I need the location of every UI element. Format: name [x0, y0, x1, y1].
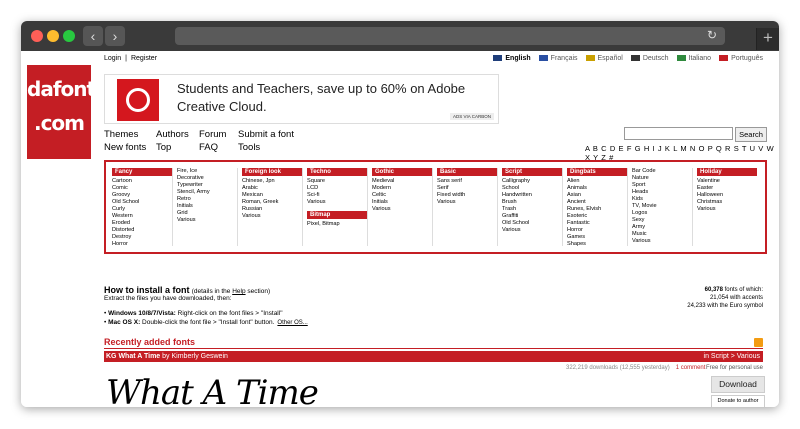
category-item[interactable]: Curly — [112, 206, 126, 212]
category-item[interactable]: Celtic — [372, 192, 386, 198]
category-item[interactable]: Various — [502, 227, 521, 233]
category-item[interactable]: Stencil, Army — [177, 189, 210, 195]
maximize-window-button[interactable] — [63, 30, 75, 42]
address-bar[interactable] — [175, 27, 725, 45]
close-window-button[interactable] — [31, 30, 43, 42]
nav-new-fonts[interactable]: New fonts — [104, 142, 147, 153]
lang-german[interactable] — [631, 55, 669, 62]
category-item[interactable]: Christmas — [697, 199, 723, 205]
spain-flag-icon — [586, 55, 595, 61]
ads-via-carbon-label[interactable]: ADS VIA CARBON — [450, 113, 494, 120]
new-tab-button[interactable]: + — [756, 28, 779, 50]
category-item[interactable]: TV, Movie — [632, 203, 657, 209]
forward-button[interactable]: › — [105, 26, 125, 46]
login-link[interactable]: Login — [104, 55, 122, 62]
logo-line1: dafont — [27, 77, 96, 101]
category-item[interactable]: Initials — [177, 203, 193, 209]
install-subtitle-post: section) — [245, 288, 271, 295]
nav-authors[interactable]: Authors — [156, 129, 189, 140]
category-header[interactable]: Bitmap — [307, 211, 367, 219]
category-item[interactable]: Fixed width — [437, 192, 466, 198]
category-item[interactable]: Arabic — [242, 185, 258, 191]
rss-icon[interactable] — [754, 338, 763, 347]
category-header[interactable]: Techno — [307, 168, 367, 176]
category-item[interactable]: Nature — [632, 175, 649, 181]
category-item[interactable]: Cartoon — [112, 178, 132, 184]
install-subtitle-pre: (details in the — [191, 288, 233, 295]
recent-fonts-title[interactable]: Recently added fonts — [104, 337, 196, 347]
column-divider — [627, 168, 628, 246]
category-item[interactable]: Various — [437, 199, 456, 205]
back-button[interactable]: ‹ — [83, 26, 103, 46]
category-item[interactable]: Army — [632, 224, 646, 230]
category-item[interactable]: Various — [177, 217, 196, 223]
category-item[interactable]: School — [502, 185, 520, 191]
search-button[interactable]: Search — [735, 127, 767, 142]
stats-euro: 24,233 with the Euro symbol — [687, 303, 763, 309]
category-item[interactable]: Various — [242, 213, 261, 219]
install-section — [104, 285, 270, 302]
category-item[interactable]: Various — [632, 238, 651, 244]
nav-tools[interactable]: Tools — [238, 142, 261, 153]
category-item[interactable]: Easter — [697, 185, 714, 191]
download-count-text: 322,219 downloads (12,555 yesterday) — [566, 365, 670, 371]
category-item[interactable]: Logos — [632, 210, 648, 216]
minimize-window-button[interactable] — [47, 30, 59, 42]
category-item[interactable]: Decorative — [177, 175, 204, 181]
stats-total — [687, 286, 763, 294]
alphabet-index[interactable]: A B C D E F G H I J K L M N O P Q R S T U V W X Y Z # — [585, 144, 775, 162]
install-instructions — [104, 309, 308, 328]
category-item[interactable]: Bar Code — [632, 168, 656, 174]
category-item[interactable]: Handwritten — [502, 192, 532, 198]
germany-flag-icon — [631, 55, 640, 61]
category-header[interactable]: Script — [502, 168, 562, 176]
category-item[interactable]: Various — [697, 206, 716, 212]
category-item[interactable]: Valentine — [697, 178, 720, 184]
category-item[interactable]: Old School — [502, 220, 530, 226]
category-item[interactable]: Comic — [112, 185, 128, 191]
category-grid — [104, 160, 767, 254]
lang-portuguese[interactable] — [719, 55, 763, 62]
stats-total-count: 60,378 — [704, 287, 723, 293]
license-text: Free for personal use — [705, 365, 763, 371]
adobe-creative-cloud-icon — [117, 79, 159, 121]
lang-label: Español — [597, 55, 623, 62]
column-divider — [237, 168, 238, 246]
ad-text: Students and Teachers, save up to 60% on Adobe Creative Cloud. — [177, 81, 466, 114]
category-item[interactable]: Shapes — [567, 241, 586, 247]
category-script — [502, 168, 564, 234]
category-item[interactable]: Retro — [177, 196, 191, 202]
lang-italian[interactable] — [677, 55, 712, 62]
category-item[interactable]: Graffiti — [502, 213, 519, 219]
column-divider — [302, 168, 303, 246]
windows-label: Windows 10/8/7/Vista: — [108, 310, 176, 317]
category-item[interactable]: Animals — [567, 185, 587, 191]
nav-faq[interactable]: FAQ — [199, 142, 219, 153]
category-foreign-look — [242, 168, 304, 220]
portugal-flag-icon — [719, 55, 728, 61]
category-item[interactable]: Brush — [502, 199, 517, 205]
category-item[interactable]: Various — [372, 206, 391, 212]
browser-window — [21, 21, 779, 407]
windows-instruction: • Windows 10/8/7/Vista: Right-click on the font files > "Install" — [104, 310, 283, 317]
carbon-ad[interactable] — [104, 74, 499, 124]
category-item[interactable]: Horror — [567, 227, 583, 233]
font-header-bar — [104, 351, 763, 362]
search-input[interactable] — [624, 127, 733, 140]
font-preview[interactable]: What A Time — [106, 373, 318, 407]
category-item[interactable]: Alien — [567, 178, 580, 184]
category-header[interactable]: Basic — [437, 168, 497, 176]
column-divider — [692, 168, 693, 246]
font-download-count — [566, 365, 705, 371]
category-header[interactable]: Holiday — [697, 168, 757, 176]
category-item[interactable]: Destroy — [112, 234, 132, 240]
column-divider — [497, 168, 498, 246]
category-item[interactable]: Mexican — [242, 192, 263, 198]
category-item[interactable]: Fire, Ice — [177, 168, 198, 174]
category-item[interactable]: Trash — [502, 206, 517, 212]
browser-toolbar — [21, 21, 779, 51]
section-divider — [104, 348, 763, 349]
category-item[interactable]: LCD — [307, 185, 319, 191]
lang-label: Português — [731, 55, 763, 62]
column-divider — [562, 168, 563, 246]
category-item[interactable]: Typewriter — [177, 182, 203, 188]
category-item[interactable]: Distorted — [112, 227, 135, 233]
category-item[interactable]: Halloween — [697, 192, 724, 198]
register-link[interactable]: Register — [130, 55, 158, 62]
category-gothic — [372, 168, 434, 213]
column-divider — [172, 168, 173, 246]
stats-total-label: fonts of which: — [722, 287, 763, 293]
stats-accents: 21,054 with accents — [709, 295, 763, 301]
column-divider — [367, 168, 368, 246]
nav-top[interactable]: Top — [156, 142, 172, 153]
install-subtitle — [192, 288, 270, 295]
italy-flag-icon — [677, 55, 686, 61]
category-item[interactable]: Fantastic — [567, 220, 590, 226]
comment-link[interactable]: 1 comment — [675, 365, 706, 371]
font-category-link[interactable]: in Script > Various — [703, 353, 760, 360]
nav-submit[interactable]: Submit a font — [238, 129, 294, 140]
mac-text: Double-click the font file > "Install font" button. — [140, 319, 275, 326]
font-title — [106, 351, 228, 362]
category-techno — [307, 168, 369, 228]
category-item[interactable]: Grid — [177, 210, 188, 216]
category-item[interactable]: Games — [567, 234, 586, 240]
lang-label: Français — [550, 55, 578, 62]
font-stats — [687, 286, 763, 310]
font-name-link[interactable]: KG What A Time — [106, 353, 161, 360]
category-item[interactable]: Eroded — [112, 220, 131, 226]
category-item[interactable]: Esoteric — [567, 213, 588, 219]
download-button[interactable]: Download — [711, 376, 765, 393]
category-item[interactable]: Sexy — [632, 217, 645, 223]
category-item[interactable]: Square — [307, 178, 326, 184]
dafont-logo[interactable] — [27, 65, 96, 159]
logo-line2: .com — [33, 111, 85, 135]
reload-icon[interactable]: ↻ — [706, 28, 717, 42]
category-item[interactable]: Serif — [437, 185, 449, 191]
category-item[interactable]: Calligraphy — [502, 178, 530, 184]
lang-label: English — [505, 55, 531, 62]
category-item[interactable]: Runes, Elvish — [567, 206, 602, 212]
windows-text: Right-click on the font files > "Install" — [175, 310, 283, 317]
mac-label: Mac OS X: — [108, 319, 141, 326]
lang-french[interactable] — [539, 55, 578, 62]
column-divider — [432, 168, 433, 246]
category-item[interactable]: Horror — [112, 241, 128, 247]
install-title: How to install a font — [104, 285, 190, 295]
lang-english[interactable] — [493, 55, 530, 62]
help-link[interactable]: Help — [232, 288, 246, 295]
category-item[interactable]: Old School — [112, 199, 140, 205]
other-os-link[interactable]: Other OS... — [277, 320, 308, 326]
category-item[interactable]: Sans serif — [437, 178, 462, 184]
category-item[interactable]: Russian — [242, 206, 263, 212]
donate-button[interactable]: Donate to author — [711, 395, 765, 407]
category-item[interactable]: Modern — [372, 185, 391, 191]
category-item[interactable]: Heads — [632, 189, 649, 195]
category-header[interactable]: Fancy — [112, 168, 172, 176]
category-header[interactable]: Gothic — [372, 168, 432, 176]
category-dingbats-more — [632, 168, 694, 245]
category-header[interactable]: Dingbats — [567, 168, 627, 176]
category-item[interactable]: Ancient — [567, 199, 586, 205]
category-item[interactable]: Music — [632, 231, 647, 237]
category-item[interactable]: Sport — [632, 182, 646, 188]
category-item[interactable]: Asian — [567, 192, 581, 198]
category-item[interactable]: Kids — [632, 196, 643, 202]
lang-spanish[interactable] — [586, 55, 623, 62]
language-selector — [493, 55, 763, 62]
category-item[interactable]: Groovy — [112, 192, 131, 198]
mac-instruction: • Mac OS X: Double-click the font file > "Install font" button. Other OS... — [104, 319, 308, 326]
category-item[interactable]: Sci-fi — [307, 192, 320, 198]
category-fancy-more — [177, 168, 239, 224]
category-item[interactable]: Chinese, Jpn — [242, 178, 275, 184]
lang-label: Italiano — [688, 55, 712, 62]
nav-forum[interactable]: Forum — [199, 129, 227, 140]
font-author-link[interactable]: by Kimberly Geswein — [162, 353, 228, 360]
category-item[interactable]: Medieval — [372, 178, 395, 184]
category-header[interactable]: Foreign look — [242, 168, 302, 176]
category-basic — [437, 168, 499, 206]
page-content — [21, 51, 779, 407]
category-item[interactable]: Pixel, Bitmap — [307, 221, 340, 227]
category-item[interactable]: Initials — [372, 199, 388, 205]
uk-flag-icon — [493, 55, 502, 61]
lang-label: Deutsch — [642, 55, 669, 62]
category-item[interactable]: Various — [307, 199, 326, 205]
separator: | — [125, 55, 127, 62]
france-flag-icon — [539, 55, 548, 61]
nav-themes[interactable]: Themes — [104, 129, 139, 140]
category-item[interactable]: Roman, Greek — [242, 199, 279, 205]
category-fancy — [112, 168, 174, 248]
category-dingbats — [567, 168, 629, 248]
category-holiday — [697, 168, 759, 213]
account-links — [104, 55, 157, 62]
install-extract-text: Extract the files you have downloaded, then: — [104, 295, 232, 302]
category-item[interactable]: Western — [112, 213, 133, 219]
